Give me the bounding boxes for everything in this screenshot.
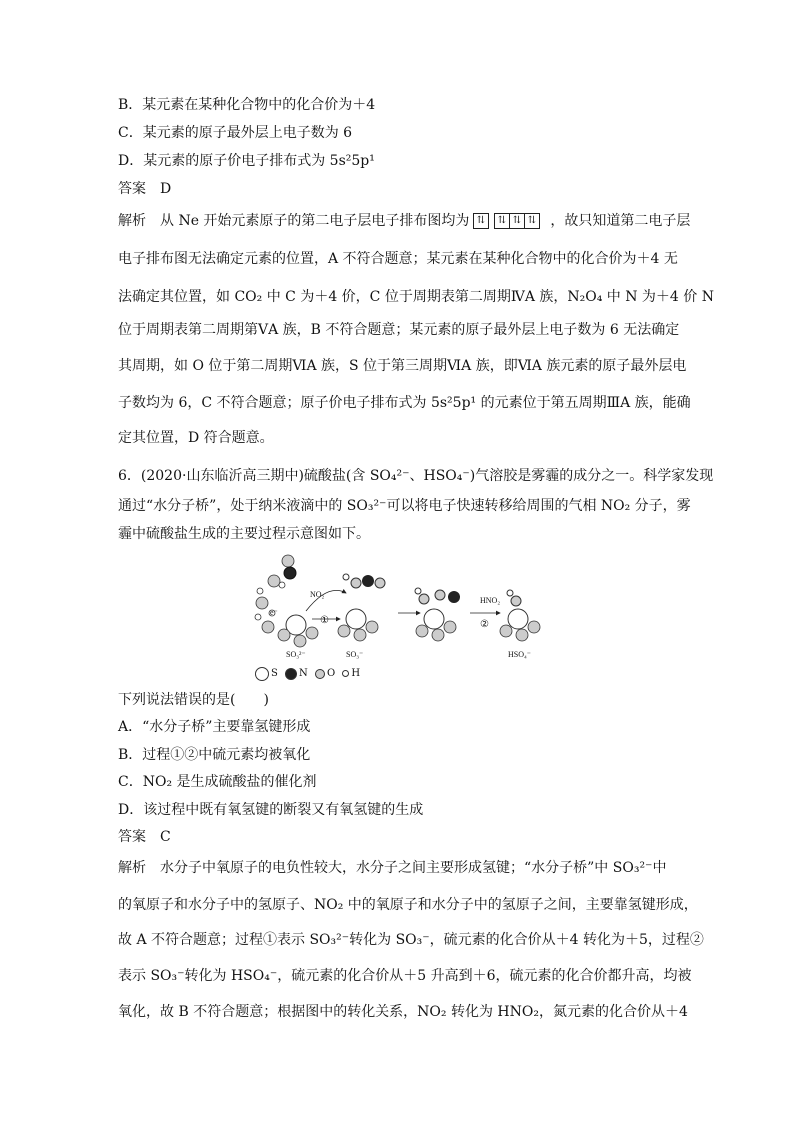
nitrogen-atom — [362, 575, 374, 587]
orbital-box: ⇅ — [524, 213, 540, 229]
q6-explanation-line: 表示 SO₃⁻转化为 HSO₄⁻，硫元素的化合价从＋5 升高到＋6，硫元素的化合价都升高，均被 — [118, 968, 692, 984]
q6-line: 通过“水分子桥”，处于纳米液滴中的 SO₃²⁻可以将电子快速转移给周围的气相 NO₂ 分子，雾 — [118, 498, 691, 514]
q6-option-c: C．NO₂ 是生成硫酸盐的催化剂 — [118, 774, 317, 790]
orbital-diagram-2p — [495, 211, 540, 231]
no2-label: NO₂ — [310, 590, 325, 599]
q5-explanation-line: 电子排布图无法确定元素的位置，A 不符合题意；某元素在某种化合物中的化合价为＋4 无 — [118, 251, 678, 267]
sulfur-atom — [424, 609, 444, 629]
oxygen-atom — [338, 625, 350, 637]
orbital-box: ⇅ — [494, 213, 510, 229]
so3-2-label: SO₃²⁻ — [286, 650, 306, 659]
q5-explanation-line: 位于周期表第二周期第ⅤA 族，B 不符合题意；某元素的原子最外层上电子数为 6 无法确定 — [118, 322, 680, 338]
q5-option-d: D．某元素的原子价电子排布式为 5s²5p¹ — [118, 153, 375, 169]
hydrogen-atom — [415, 588, 421, 594]
so3-1-label: SO₃⁻ — [346, 650, 364, 659]
step1-label: ① — [320, 615, 329, 626]
oxygen-atom — [262, 621, 274, 633]
step2-label: ② — [480, 619, 489, 630]
q6-line: 霾中硫酸盐生成的主要过程示意图如下。 — [118, 526, 370, 542]
q5-explanation-text: 解析 从 Ne 开始元素原子的第二电子层电子排布图均为 — [118, 213, 470, 229]
q5-explanation-line: 子数均为 6，C 不符合题意；原子价电子排布式为 5s²5p¹ 的元素位于第五周期ⅢA 族，能确 — [118, 395, 691, 411]
orbital-box: ⇅ — [473, 213, 489, 229]
oxygen-atom — [444, 621, 456, 633]
orbital-diagram-2s — [474, 211, 489, 231]
hydrogen-atom — [257, 588, 263, 594]
q5-answer: 答案 D — [118, 181, 172, 197]
q5-explanation-line1 — [118, 211, 690, 231]
legend-h: H — [351, 668, 361, 679]
hso4-label: HSO₄⁻ — [508, 650, 532, 659]
q6-answer: 答案 C — [118, 829, 171, 845]
oxygen-atom — [511, 596, 521, 606]
oxygen-atom — [278, 629, 290, 641]
oxygen-atom — [528, 621, 540, 633]
q5-option-b: B．某元素在某种化合物中的化合价为＋4 — [118, 97, 376, 113]
q5-option-c: C．某元素的原子最外层上电子数为 6 — [118, 125, 353, 141]
orbital-box: ⇅ — [509, 213, 525, 229]
reaction-diagram — [248, 553, 548, 683]
hydrogen-atom — [343, 574, 349, 580]
oxygen-atom — [419, 594, 429, 604]
q6-option-d: D．该过程中既有氧氢键的断裂又有氧氢键的生成 — [118, 802, 424, 818]
sulfur-atom — [346, 609, 366, 629]
q6-option-a: A．“水分子桥”主要靠氢键形成 — [118, 719, 311, 735]
oxygen-atom — [366, 621, 378, 633]
oxygen-atom — [416, 625, 428, 637]
oxygen-atom — [294, 635, 306, 647]
oxygen-atom — [351, 578, 361, 588]
q6-stem: 下列说法错误的是( ) — [118, 692, 269, 708]
legend-n: N — [299, 668, 308, 679]
diagram-legend — [255, 666, 360, 682]
q5-explanation-line: 其周期，如 O 位于第二周期ⅥA 族，S 位于第三周期ⅥA 族，即ⅥA 族元素的原子最外层电 — [118, 358, 687, 374]
oxygen-atom — [268, 575, 280, 587]
hydrogen-atom — [279, 582, 285, 588]
sulfur-atom — [508, 609, 528, 629]
oxygen-atom — [375, 578, 385, 588]
q5-explanation-line: 法确定其位置，如 CO₂ 中 C 为＋4 价，C 位于周期表第二周期ⅣA 族，N₂O₄ 中 N 为＋4 价 N — [118, 289, 714, 305]
oxygen-atom — [516, 629, 528, 641]
oxygen-atom — [306, 627, 318, 639]
oxygen-atom — [435, 590, 445, 600]
hydrogen-atom — [255, 614, 261, 620]
oxygen-atom — [282, 555, 294, 567]
electron-label: e⁻ — [270, 608, 278, 617]
oxygen-atom — [256, 597, 268, 609]
q6-option-b: B．过程①②中硫元素均被氧化 — [118, 747, 311, 763]
legend-s: S — [271, 668, 278, 679]
oxygen-atom — [432, 629, 444, 641]
q6-line: 6．(2020·山东临沂高三期中)硫酸盐(含 SO₄²⁻、HSO₄⁻)气溶胶是雾霾的成分之一。科学家发现 — [118, 468, 714, 484]
oxygen-atom — [500, 625, 512, 637]
legend-o: O — [326, 668, 336, 679]
q6-explanation-line: 解析 水分子中氧原子的电负性较大，水分子之间主要形成氢键；“水分子桥”中 SO₃²⁻中 — [118, 860, 667, 876]
oxygen-atom — [354, 629, 366, 641]
q6-explanation-line: 的氧原子和水分子中的氢原子、NO₂ 中的氧原子和水分子中的氢原子之间，主要靠氢键形成， — [118, 897, 698, 913]
hno2-label: HNO₂ — [480, 596, 501, 605]
q5-explanation-text: ，故只知道第二电子层 — [550, 213, 691, 229]
q6-explanation-line: 氧化，故 B 不符合题意；根据图中的转化关系，NO₂ 转化为 HNO₂，氮元素的化合价从＋4 — [118, 1004, 688, 1020]
hydrogen-atom — [507, 590, 513, 596]
q5-explanation-line: 定其位置，D 符合题意。 — [118, 430, 274, 446]
nitrogen-atom — [284, 567, 296, 579]
nitrogen-atom — [448, 591, 460, 603]
q6-explanation-line: 故 A 不符合题意；过程①表示 SO₃²⁻转化为 SO₃⁻，硫元素的化合价从＋4 转化为＋5，过程② — [118, 932, 704, 948]
